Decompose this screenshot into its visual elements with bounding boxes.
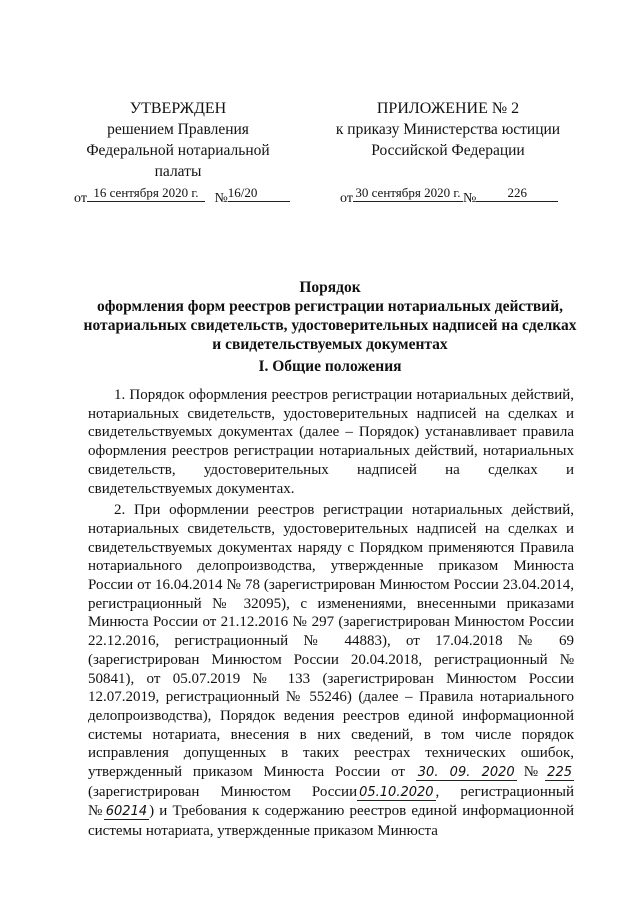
approved-line3: палаты (154, 163, 202, 180)
handwritten-order-number: 225 (547, 765, 572, 781)
approval-date-line (74, 185, 290, 207)
approved-line1: решением Правления (107, 121, 249, 138)
approval-date: 16 сентября 2020 г. (87, 185, 205, 202)
date-prefix: от (74, 191, 87, 206)
approval-number: 16/20 (228, 185, 290, 202)
approved-line2: Федеральной нотариальной (86, 142, 270, 159)
handwritten-order-date: 30. 09. 2020 (417, 765, 515, 781)
title-line4: и свидетельствуемых документах (212, 336, 448, 353)
handwritten-registration-number: 60214 (105, 804, 148, 820)
appendix-stamp-right (330, 98, 566, 161)
paragraph-2-text-b: (зарегистрирован Минюстом России (88, 783, 358, 800)
approval-stamp-left (78, 98, 278, 182)
paragraph-2-text-d: ) и Требования к содержанию реестров единой информационной системы нотариата, утвержденные приказом Минюста (88, 803, 575, 840)
paragraph-2-text-c: , регистрационный (435, 783, 574, 800)
number-prefix: № (462, 191, 477, 206)
order-number: 226 (476, 185, 558, 202)
number-sign: № (516, 764, 546, 781)
paragraph-2 (88, 501, 574, 841)
title-line1: Порядок (299, 279, 361, 296)
appendix-line1: к приказу Министерства юстиции (335, 121, 561, 138)
title-line2: оформления форм реестров регистрации нотариальных действий, (96, 298, 564, 315)
paragraph-2-text-a: 2. При оформлении реестров регистрации нотариальных действий, нотариальных свидетельств, удостоверительных надписей на сделках и свидетельствуемых документах наряду с Порядком применяются Правила нотариального делопроизводства, утвержденные приказом Минюста России от 16.04.2014 № 78 (зарегистрирован Минюстом России 23.04.2014, регистрационный № 32095), с изменениями, внесенными приказами Минюста России от 21.12.2016 № 297 (зарегистрирован Минюстом России 22.12.2016, регистрационный № 44883), от 17.04.2018 № 69 (зарегистрирован Минюстом России 20.04.2018, регистрационный № 50841), от 05.07.2019 № 133 (зарегистрирован Минюстом России 12.07.2019, регистрационный № 55246) (далее – Правила нотариального делопроизводства), Порядок ведения реестров единой информационной системы нотариата, внесения в них сведений, в том числе порядок исправления допущенных в таких реестрах технических ошибок, утвержденный приказом Минюста России от (88, 502, 574, 781)
handwritten-registration-date: 05.10.2020 (359, 784, 434, 800)
section-heading: I. Общие положения (258, 358, 402, 375)
order-date: 30 сентября 2020 г. (353, 185, 463, 202)
document-body (88, 386, 574, 844)
approved-heading: УТВЕРЖДЕН (129, 100, 227, 117)
number-prefix: № (214, 191, 228, 206)
number-sign-2: № (88, 803, 104, 820)
appendix-line2: Российской Федерации (371, 142, 525, 159)
paragraph-1: 1. Порядок оформления реестров регистрации нотариальных действий, нотариальных свидетельств, удостоверительных надписей на сделках и свидетельствуемых документах (далее – Порядок) устанавливает правила оформления реестров регистрации нотариальных действий, нотариальных свидетельств, удостоверительных надписей на сделках и свидетельствуемых документах. (88, 387, 574, 497)
order-date-line (340, 185, 558, 207)
title-line3: нотариальных свидетельств, удостоверительных надписей на сделках (83, 317, 577, 334)
date-prefix: от (340, 191, 353, 206)
document-title (60, 278, 600, 354)
appendix-heading: ПРИЛОЖЕНИЕ № 2 (376, 100, 520, 117)
